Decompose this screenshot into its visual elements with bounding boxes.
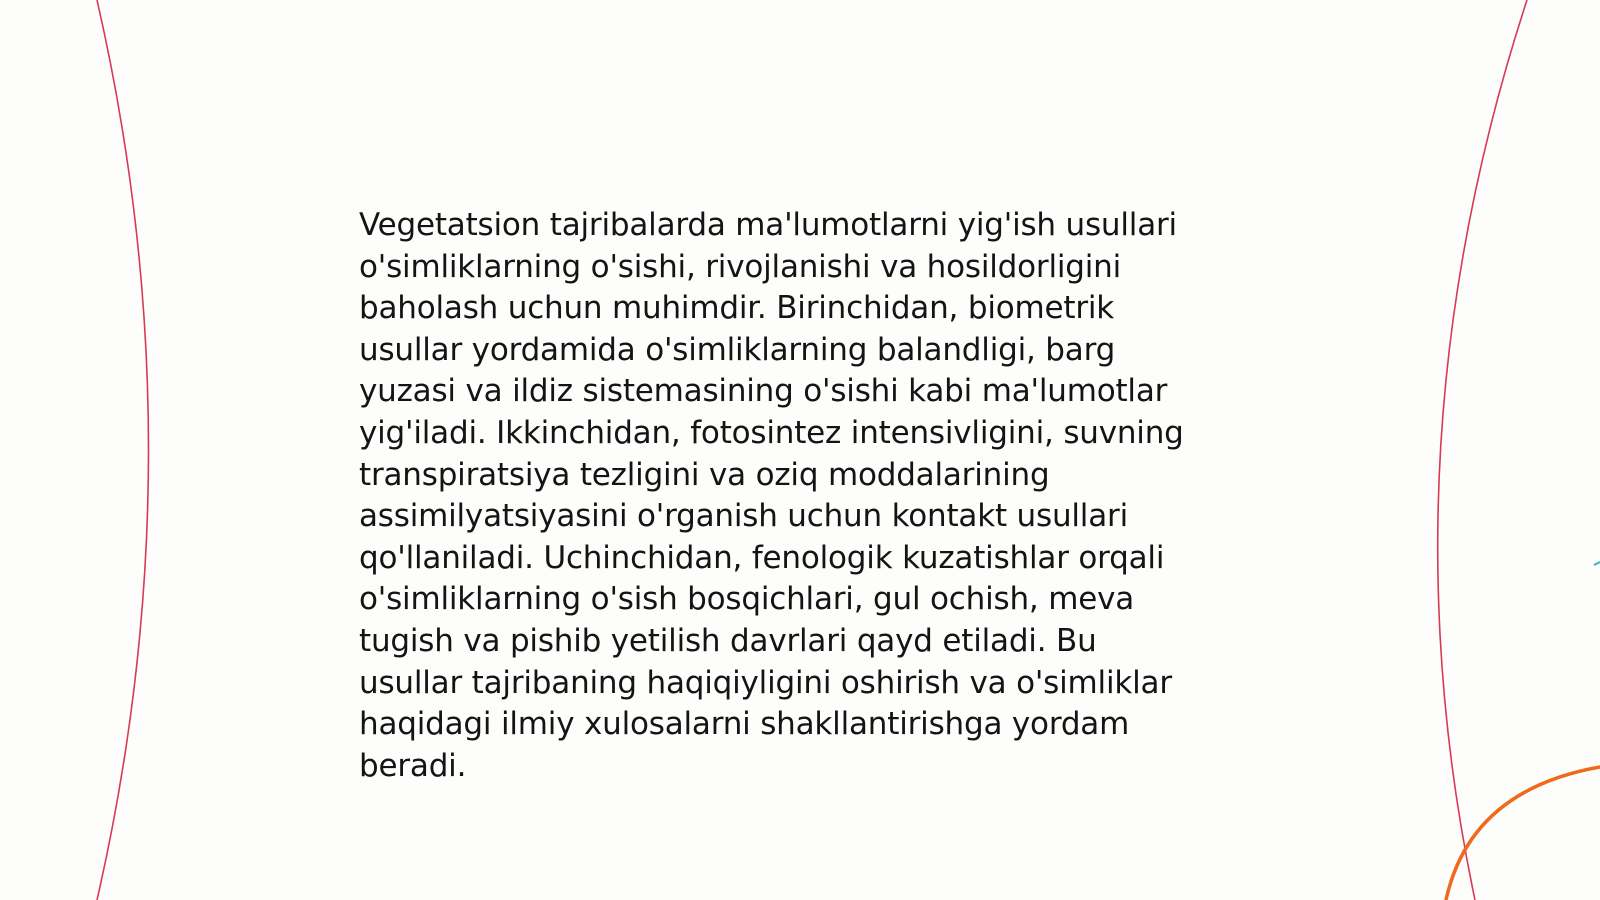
paragraph-line: yuzasi va ildiz sistemasining o'sishi kabi ma'lumotlar	[359, 373, 1168, 410]
paragraph-line: assimilyatsiyasini o'rganish uchun kontakt usullari	[359, 498, 1128, 535]
orange-arc	[1446, 767, 1600, 900]
teal-mark	[1594, 562, 1600, 565]
paragraph-line: haqidagi ilmiy xulosalarni shakllantirishga yordam	[359, 706, 1130, 743]
paragraph-line: Vegetatsion tajribalarda ma'lumotlarni yig'ish usullari	[359, 207, 1177, 243]
paragraph-line: transpiratsiya tezligini va oziq moddalarining	[359, 456, 1050, 493]
body-paragraph	[359, 205, 1259, 787]
paragraph-line: qo'llaniladi. Uchinchidan, fenologik kuzatishlar orqali	[359, 539, 1165, 576]
paragraph-line: yig'iladi. Ikkinchidan, fotosintez intensivligini, suvning	[359, 414, 1184, 451]
right-curve-line	[1438, 0, 1527, 900]
paragraph-line: usullar yordamida o'simliklarning balandligi, barg	[359, 331, 1116, 368]
paragraph-line: tugish va pishib yetilish davrlari qayd etiladi. Bu	[359, 622, 1097, 659]
paragraph-line: baholash uchun muhimdir. Birinchidan, biometrik	[359, 290, 1115, 327]
paragraph-line: o'simliklarning o'sish bosqichlari, gul ochish, meva	[359, 581, 1135, 618]
paragraph-line: beradi.	[359, 747, 467, 784]
paragraph-line: o'simliklarning o'sishi, rivojlanishi va hosildorligini	[359, 248, 1122, 285]
paragraph-line: usullar tajribaning haqiqiyligini oshirish va o'simliklar	[359, 664, 1172, 701]
left-curve-line	[97, 0, 149, 900]
